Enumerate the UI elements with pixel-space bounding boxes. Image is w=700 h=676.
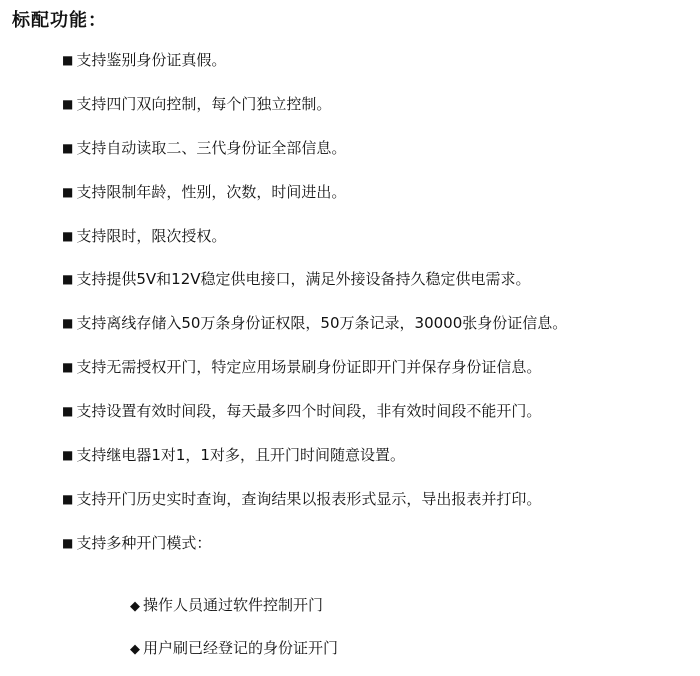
square-bullet-icon: ■ (62, 404, 74, 419)
diamond-bullet-icon: ◆ (130, 599, 140, 614)
feature-text: 支持多种开门模式： (76, 533, 212, 552)
square-bullet-icon: ■ (62, 316, 74, 331)
list-item (62, 528, 698, 572)
square-bullet-icon: ■ (62, 272, 74, 287)
feature-text: 支持提供5V和12V稳定供电接口，满足外接设备持久稳定供电需求。 (76, 270, 531, 289)
diamond-bullet-icon: ◆ (130, 642, 140, 657)
feature-text: 支持四门双向控制，每个门独立控制。 (76, 94, 332, 113)
list-item (62, 221, 698, 265)
square-bullet-icon: ■ (62, 184, 74, 199)
square-bullet-icon: ■ (62, 96, 74, 111)
square-bullet-icon: ■ (62, 360, 74, 375)
list-item (130, 633, 338, 676)
feature-list (62, 45, 698, 572)
page-title: 标配功能： (12, 10, 107, 31)
feature-text: 支持离线存储入50万条身份证权限，50万条记录，30000张身份证信息。 (76, 314, 568, 333)
list-item (62, 484, 698, 528)
feature-text: 支持限制年龄，性别，次数，时间进出。 (76, 182, 347, 201)
list-item (62, 177, 698, 221)
door-mode-list (130, 590, 338, 676)
square-bullet-icon: ■ (62, 228, 74, 243)
list-item (62, 89, 698, 133)
square-bullet-icon: ■ (62, 535, 74, 550)
list-item (62, 264, 698, 308)
list-item (62, 440, 698, 484)
list-item (62, 133, 698, 177)
feature-text: 支持限时，限次授权。 (76, 226, 227, 245)
feature-text: 支持开门历史实时查询，查询结果以报表形式显示，导出报表并打印。 (76, 489, 542, 508)
feature-text: 支持鉴别身份证真假。 (76, 51, 227, 69)
feature-text: 支持设置有效时间段，每天最多四个时间段，非有效时间段不能开门。 (76, 402, 542, 421)
list-item (62, 308, 698, 352)
square-bullet-icon: ■ (62, 491, 74, 506)
mode-text: 用户刷已经登记的身份证开门 (143, 639, 339, 657)
list-item (130, 590, 338, 633)
list-item (62, 45, 698, 89)
feature-text: 支持无需授权开门，特定应用场景刷身份证即开门并保存身份证信息。 (76, 358, 542, 377)
feature-text: 支持继电器1对1，1对多，且开门时间随意设置。 (76, 446, 405, 465)
list-item (62, 352, 698, 396)
mode-text: 操作人员通过软件控制开门 (143, 596, 324, 614)
square-bullet-icon: ■ (62, 140, 74, 155)
feature-text: 支持自动读取二、三代身份证全部信息。 (76, 138, 347, 157)
square-bullet-icon: ■ (62, 53, 74, 67)
list-item (62, 396, 698, 440)
square-bullet-icon: ■ (62, 448, 74, 463)
